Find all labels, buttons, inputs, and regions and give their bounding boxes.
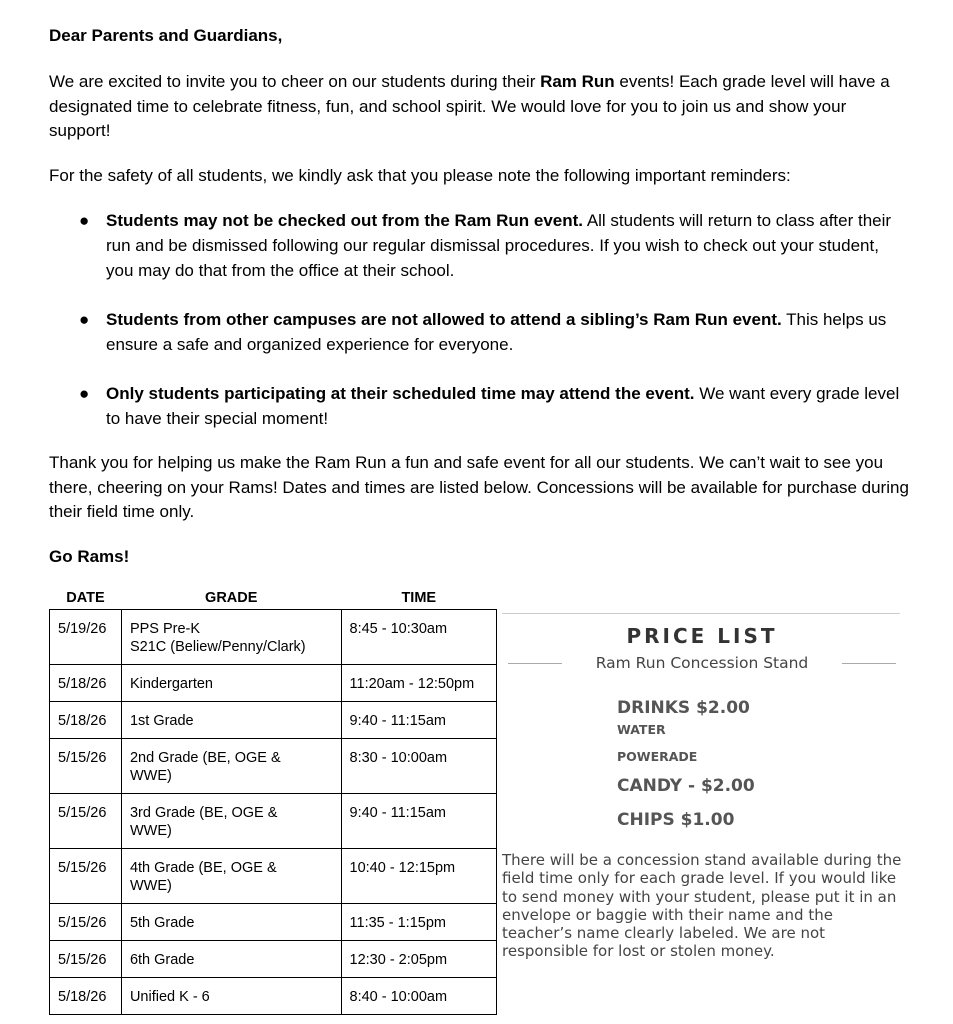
- time-cell: 9:40 - 11:15am: [341, 794, 496, 849]
- time-cell: 8:45 - 10:30am: [341, 610, 496, 665]
- table-row: [50, 739, 497, 794]
- schedule-rows: [50, 610, 497, 1015]
- date-cell: 5/18/26: [50, 978, 122, 1015]
- grade-line: WWE): [129, 823, 172, 839]
- grade-line: WWE): [129, 768, 172, 784]
- grade-cell: [121, 702, 341, 739]
- table-row: [50, 941, 497, 978]
- grade-line: WWE): [129, 878, 172, 894]
- candy-price: CANDY - $2.00: [617, 776, 755, 796]
- list-item: ● Only students participating at their scheduled time may attend the event. We want every grade level to have their special moment!: [49, 381, 909, 431]
- safety-paragraph: For the safety of all students, we kindly ask that you please note the following important reminders:: [49, 165, 791, 185]
- date-cell: 5/15/26: [50, 904, 122, 941]
- grade-cell: [121, 978, 341, 1015]
- grade-line: 2nd Grade (BE, OGE &: [129, 750, 281, 766]
- schedule-table: [49, 588, 497, 1015]
- grade-line: 4th Grade (BE, OGE &: [129, 860, 277, 876]
- date-cell: 5/15/26: [50, 794, 122, 849]
- date-cell: 5/15/26: [50, 739, 122, 794]
- grade-line: 3rd Grade (BE, OGE &: [129, 805, 278, 821]
- table-row: [50, 794, 497, 849]
- bullet-icon: ●: [79, 211, 90, 230]
- header-time: TIME: [401, 590, 437, 606]
- header-grade: GRADE: [205, 590, 258, 606]
- subtitle-row: [502, 654, 902, 672]
- powerade-item: POWERADE: [617, 749, 698, 764]
- intro-paragraph: We are excited to invite you to cheer on our students during their Ram Run events! Each grade level will have a designated time to celebrate fitness, fun, and school spirit. We would love for you to join us and show your support!: [49, 72, 890, 140]
- time-cell: 12:30 - 2:05pm: [341, 941, 496, 978]
- grade-line: S21C (Beliew/Penny/Clark): [129, 639, 306, 655]
- drinks-price: DRINKS $2.00: [617, 698, 750, 718]
- time-cell: 10:40 - 12:15pm: [341, 849, 496, 904]
- price-list-title: PRICE LIST: [626, 624, 778, 648]
- time-cell: 8:40 - 10:00am: [341, 978, 496, 1015]
- grade-cell: [121, 904, 341, 941]
- table-row: [50, 904, 497, 941]
- table-header-row: [50, 588, 497, 610]
- grade-cell: [121, 739, 341, 794]
- date-cell: 5/18/26: [50, 665, 122, 702]
- header-date: DATE: [66, 590, 105, 606]
- time-cell: 9:40 - 11:15am: [341, 702, 496, 739]
- time-cell: 11:20am - 12:50pm: [341, 665, 496, 702]
- grade-line: 6th Grade: [129, 952, 195, 968]
- table-row: [50, 702, 497, 739]
- divider: [842, 663, 896, 664]
- list-item: ● Students from other campuses are not allowed to attend a sibling’s Ram Run event. This helps us ensure a safe and organized experience for everyone.: [49, 307, 909, 357]
- date-cell: 5/15/26: [50, 941, 122, 978]
- grade-line: PPS Pre-K: [129, 621, 201, 637]
- list-item: ● Students may not be checked out from the Ram Run event. All students will return to class after their run and be dismissed following our regular dismissal procedures. If you wish to check out your student, you may do that from the office at their school.: [49, 208, 909, 283]
- grade-line: 5th Grade: [129, 915, 195, 931]
- closing: Go Rams!: [49, 546, 130, 566]
- time-cell: 8:30 - 10:00am: [341, 739, 496, 794]
- chips-price: CHIPS $1.00: [617, 810, 735, 830]
- price-list-subtitle: Ram Run Concession Stand: [595, 654, 809, 672]
- grade-cell: [121, 849, 341, 904]
- table-row: [50, 610, 497, 665]
- grade-cell: [121, 610, 341, 665]
- letter: [49, 24, 909, 569]
- reminders-list: [49, 208, 909, 431]
- thanks-paragraph: Thank you for helping us make the Ram Run a fun and safe event for all our students. We can’t wait to see you there, cheering on your Rams! Dates and times are listed below. Concessions will be available for purchase during their field time only.: [49, 453, 909, 521]
- divider: [508, 663, 562, 664]
- greeting: Dear Parents and Guardians,: [49, 26, 283, 45]
- price-items: [617, 698, 902, 830]
- table-row: [50, 665, 497, 702]
- grade-cell: [121, 794, 341, 849]
- date-cell: 5/15/26: [50, 849, 122, 904]
- water-item: WATER: [617, 722, 666, 737]
- divider: [502, 613, 900, 614]
- time-cell: 11:35 - 1:15pm: [341, 904, 496, 941]
- grade-line: Unified K - 6: [129, 989, 210, 1005]
- price-list: [502, 613, 902, 961]
- grade-cell: [121, 941, 341, 978]
- bullet-icon: ●: [79, 384, 90, 403]
- concession-note: There will be a concession stand available during the field time only for each grade level. If you would like to send money with your student, please put it in an envelope or baggie with their name and the teacher’s name clearly labeled. We are not responsible for lost or stolen money.: [502, 851, 902, 961]
- date-cell: 5/19/26: [50, 610, 122, 665]
- table-row: [50, 978, 497, 1015]
- table-row: [50, 849, 497, 904]
- grade-line: 1st Grade: [129, 713, 194, 729]
- grade-line: Kindergarten: [129, 676, 213, 692]
- date-cell: 5/18/26: [50, 702, 122, 739]
- grade-cell: [121, 665, 341, 702]
- bullet-icon: ●: [79, 310, 90, 329]
